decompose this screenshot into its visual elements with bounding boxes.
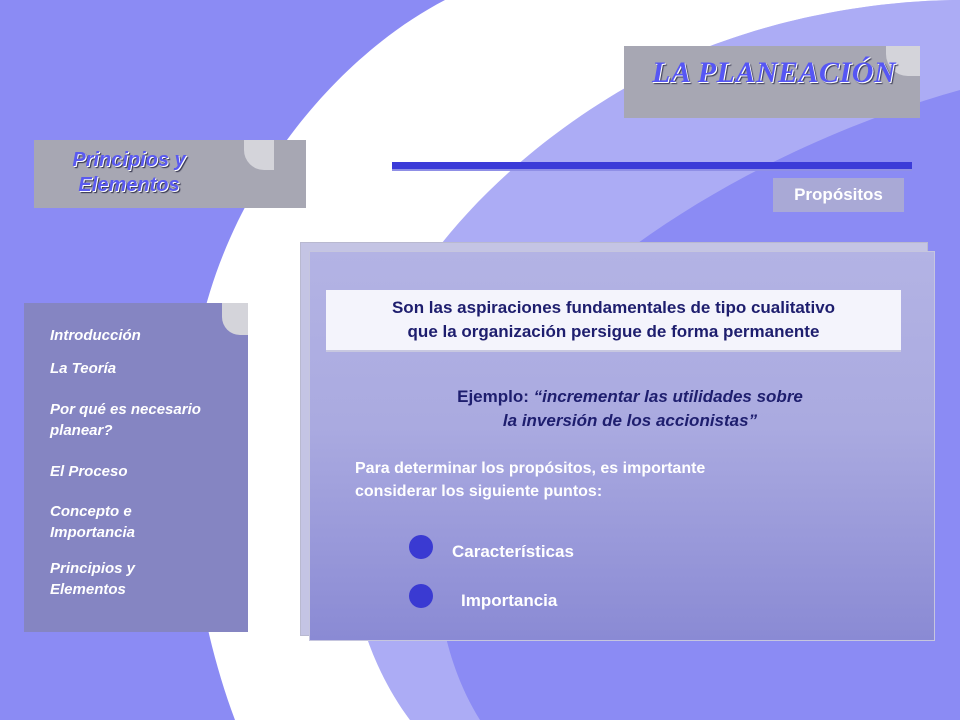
title-divider xyxy=(392,162,912,171)
example-quote-line1: “incrementar las utilidades sobre xyxy=(533,387,803,406)
instruction-line2: considerar los siguiente puntos: xyxy=(355,483,603,500)
sidebar-item-label: Importancia xyxy=(50,524,136,541)
section-heading-box xyxy=(34,140,306,208)
sidebar-item-label: planear? xyxy=(50,422,113,439)
section-heading-line1: Principios y xyxy=(72,149,186,171)
section-box-notch xyxy=(244,140,274,170)
instruction-line1: Para determinar los propósitos, es importante xyxy=(355,460,706,477)
definition-line2: que la organización persigue de forma permanente xyxy=(407,322,820,341)
section-heading-line2: Elementos xyxy=(78,174,180,196)
example-quote-line2: la inversión de los accionistas” xyxy=(502,411,758,430)
instruction-text xyxy=(355,457,875,503)
sidebar-item-introduccion[interactable] xyxy=(50,325,250,346)
sidebar-menu xyxy=(24,303,248,632)
sidebar-item-por-que-planear[interactable] xyxy=(50,399,250,441)
example-text xyxy=(370,385,890,433)
sidebar-item-label: La Teoría xyxy=(50,360,117,377)
sidebar-item-label: Concepto e xyxy=(50,503,132,520)
definition-line1: Son las aspiraciones fundamentales de tipo cualitativo xyxy=(391,298,836,317)
sidebar-item-label: Principios y xyxy=(50,560,136,577)
bullet-dot-icon xyxy=(409,535,433,559)
sidebar-item-label: Por qué es necesario xyxy=(50,401,201,418)
sidebar-item-principios-elementos[interactable] xyxy=(50,558,250,600)
sidebar-item-la-teoria[interactable] xyxy=(50,358,250,379)
sidebar-item-label: El Proceso xyxy=(50,463,128,480)
topic-tag[interactable]: Propósitos xyxy=(773,178,904,212)
sidebar-item-label: Introducción xyxy=(50,327,141,344)
section-heading xyxy=(34,148,224,198)
sidebar-item-label: Elementos xyxy=(50,581,126,598)
example-prefix: Ejemplo: xyxy=(457,387,534,406)
definition-box xyxy=(326,290,901,352)
page-title-box xyxy=(624,46,920,118)
bullet-dot-icon xyxy=(409,584,433,608)
sidebar-item-el-proceso[interactable] xyxy=(50,461,250,482)
sidebar-item-concepto-importancia[interactable] xyxy=(50,501,250,543)
page-title: LA PLANEACIÓN xyxy=(652,56,897,89)
bullet-caracteristicas[interactable]: Características xyxy=(452,542,574,561)
bullet-importancia[interactable]: Importancia xyxy=(461,591,558,610)
